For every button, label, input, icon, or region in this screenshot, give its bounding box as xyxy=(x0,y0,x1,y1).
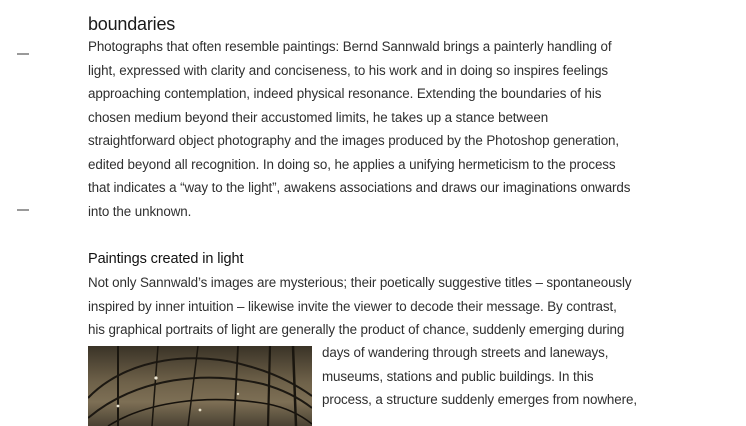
intro-line: chosen medium beyond their accustomed limits, he takes up a stance between xyxy=(88,109,549,125)
intro-line: approaching contemplation, indeed physical resonance. Extending the boundaries of his xyxy=(88,86,602,101)
heading-line-cut xyxy=(88,0,688,11)
wrap-line: process, a structure suddenly emerges from nowhere, xyxy=(322,392,637,407)
section-paragraph xyxy=(88,271,648,342)
section-title: Paintings created in light xyxy=(88,251,244,267)
side-marker-bottom xyxy=(17,209,29,211)
intro-line: light, expressed with clarity and conciseness, to his work and in doing so inspires feelings xyxy=(88,62,609,78)
side-marker-top xyxy=(17,53,29,55)
wrap-line: museums, stations and public buildings. In this xyxy=(322,368,594,384)
intro-line: edited beyond all recognition. In doing so, he applies a unifying hermeticism to the process xyxy=(88,156,616,172)
intro-line: that indicates a “way to the light”, awakens associations and draws our imaginations onwards xyxy=(88,180,631,195)
wrap-line: days of wandering through streets and laneways, xyxy=(322,345,609,360)
intro-line: into the unknown. xyxy=(88,203,192,219)
article-heading xyxy=(88,0,688,38)
photo-umbrellas-graphic xyxy=(88,346,312,426)
section-line: his graphical portraits of light are generally the product of chance, suddenly emerging during xyxy=(88,322,625,337)
intro-line: straightforward object photography and the images produced by the Photoshop generation, xyxy=(88,133,620,148)
wrapped-paragraph xyxy=(322,341,652,412)
heading-line: boundaries xyxy=(88,14,176,34)
intro-line: Photographs that often resemble paintings: Bernd Sannwald brings a painterly handling of xyxy=(88,39,612,54)
section-line: inspired by inner intuition – likewise invite the viewer to decode their message. By contrast, xyxy=(88,298,617,314)
section-line: Not only Sannwald’s images are mysterious; their poetically suggestive titles – spontaneously xyxy=(88,275,632,290)
article-photo[interactable] xyxy=(88,346,312,426)
intro-paragraph xyxy=(88,35,648,223)
